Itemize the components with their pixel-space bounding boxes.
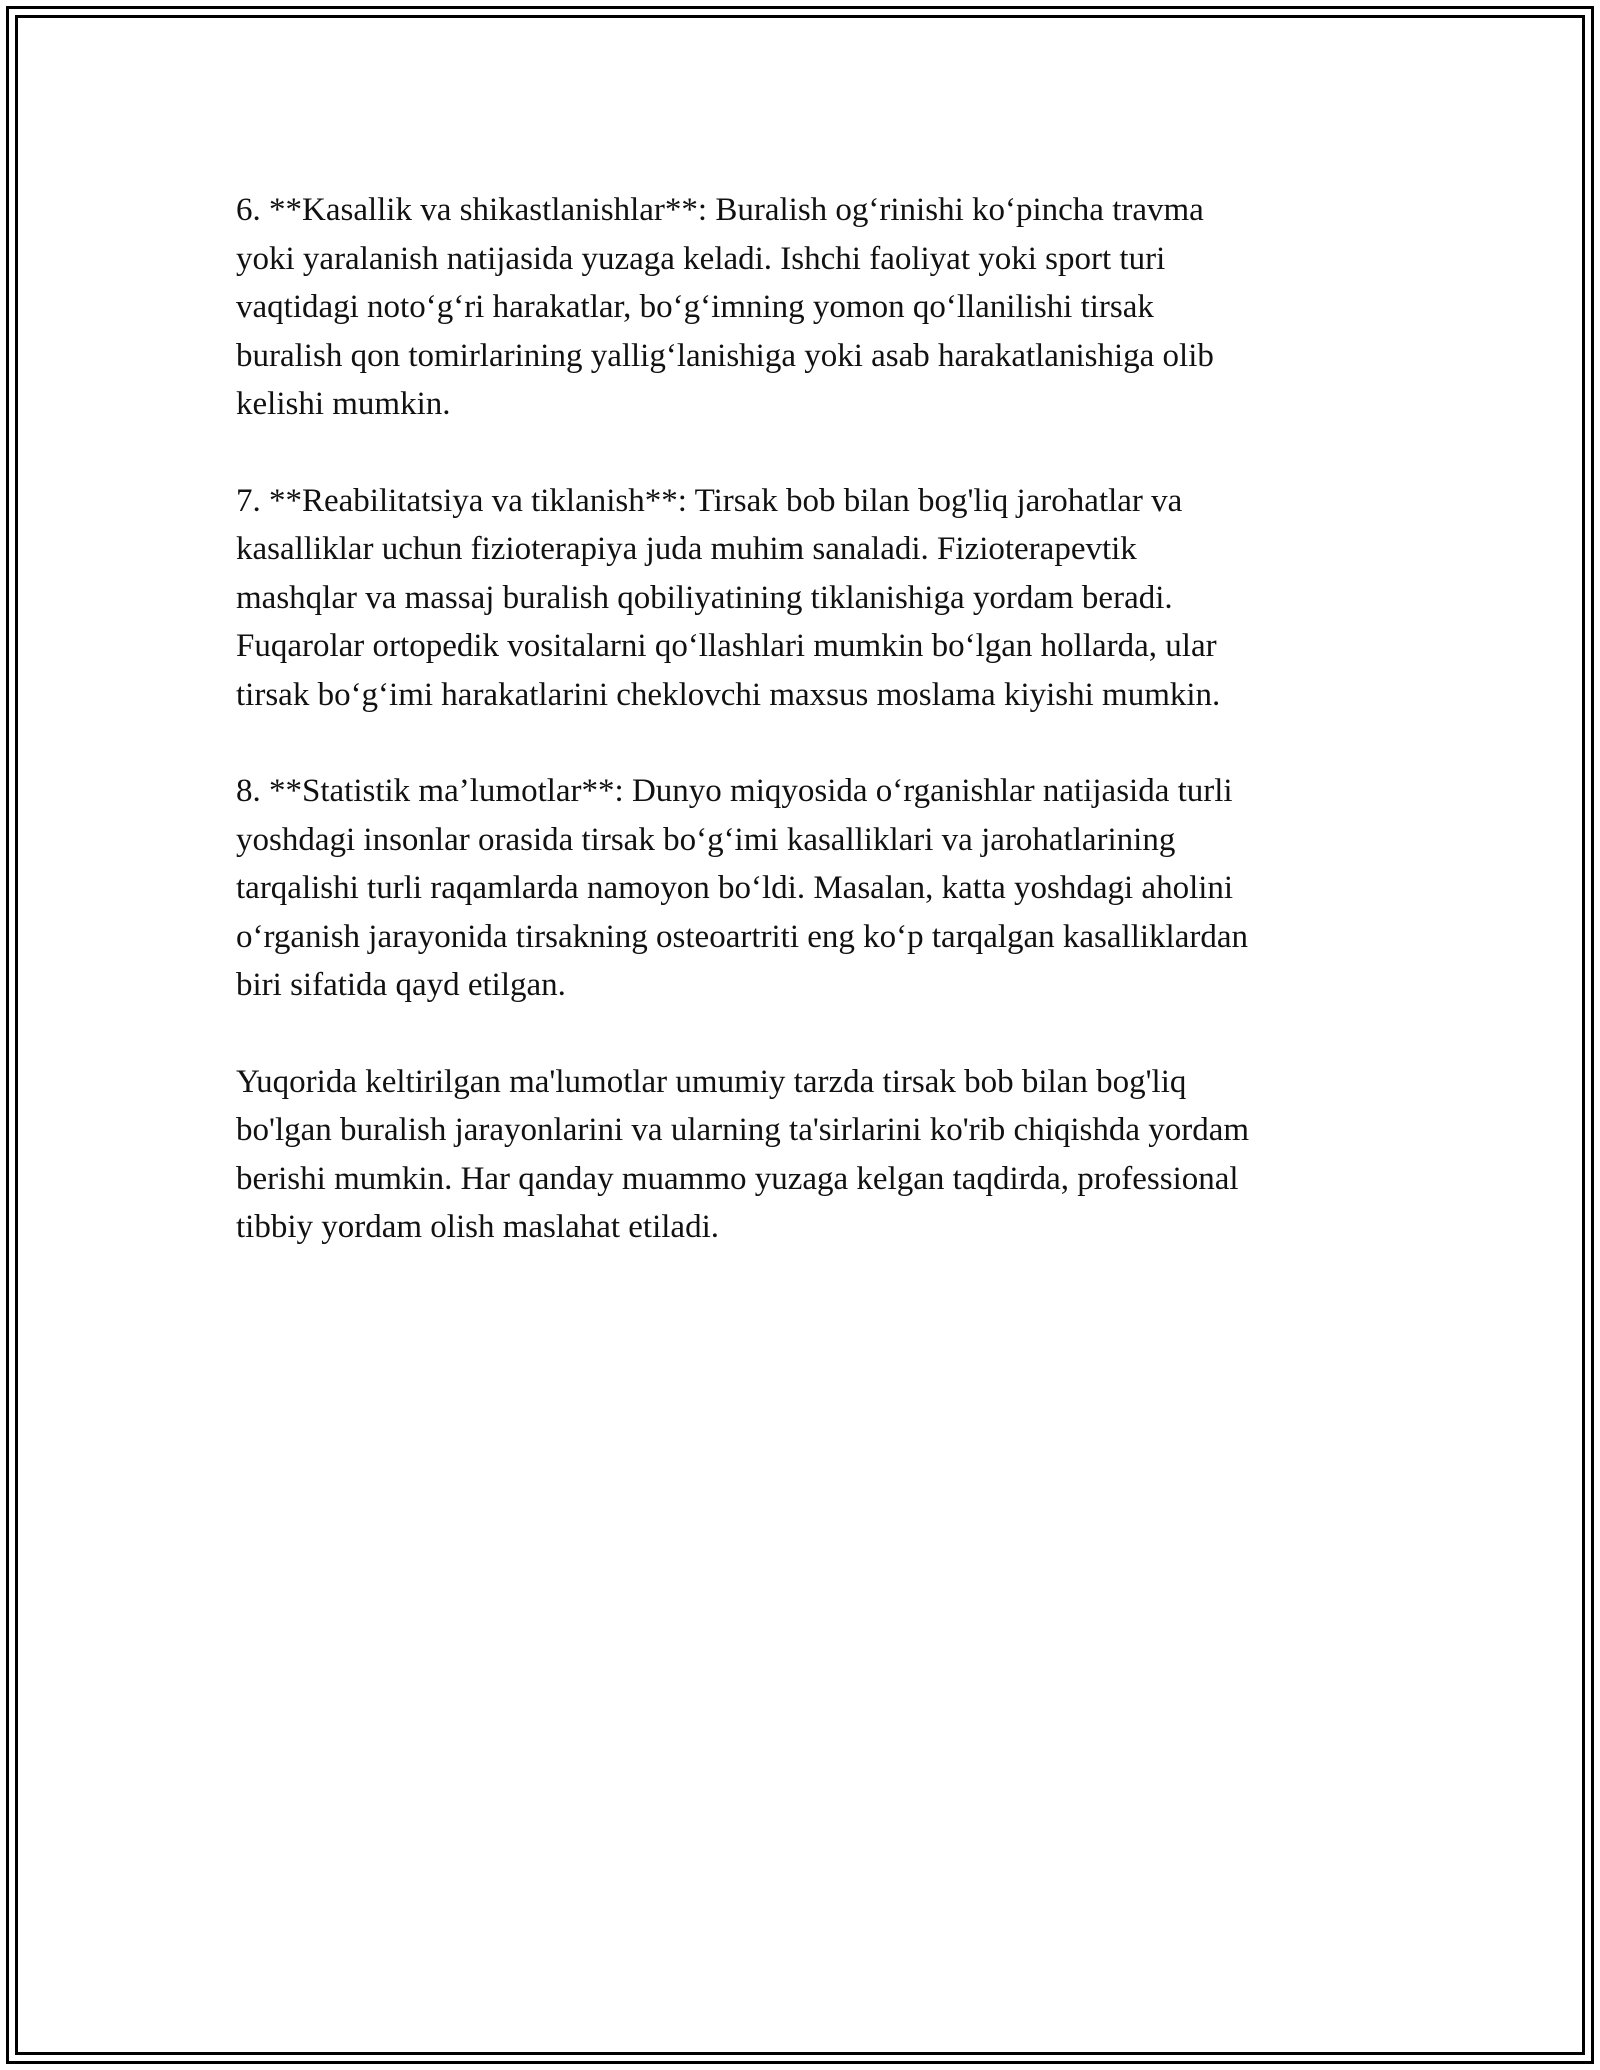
paragraph-item-7: 7. **Reabilitatsiya va tiklanish**: Tirsak bob bilan bog'liq jarohatlar va kasalliklar uchun fizioterapiya juda muhim sanaladi. Fizioterapevtik mashqlar va massaj buralish qobiliyatining tiklanishiga yordam beradi. Fuqarolar ortopedik vositalarni qo‘llashlari mumkin bo‘lgan hollarda, ular tirsak bo‘g‘imi harakatlarini cheklovchi maxsus moslama kiyishi mumkin.	[236, 482, 1221, 713]
paragraph-item-8: 8. **Statistik ma’lumotlar**: Dunyo miqyosida o‘rganishlar natijasida turli yoshdagi insonlar orasida tirsak bo‘g‘imi kasalliklari va jarohatlarining tarqalishi turli raqamlarda namoyon bo‘ldi. Masalan, katta yoshdagi aholini o‘rganish jarayonida tirsakning osteoartriti eng ko‘p tarqalgan kasalliklardan biri sifatida qayd etilgan.	[236, 773, 1248, 1003]
document-body	[236, 186, 1366, 1300]
paragraph-item-6: 6. **Kasallik va shikastlanishlar**: Buralish og‘rinishi ko‘pincha travma yoki yaralanish natijasida yuzaga keladi. Ishchi faoliyat yoki sport turi vaqtidagi noto‘g‘ri harakatlar, bo‘g‘imning yomon qo‘llanilishi tirsak buralish qon tomirlarining yallig‘lanishiga yoki asab harakatlanishiga olib kelishi mumkin.	[236, 192, 1214, 422]
paragraph-conclusion: Yuqorida keltirilgan ma'lumotlar umumiy tarzda tirsak bob bilan bog'liq bo'lgan buralish jarayonlarini va ularning ta'sirlarini ko'rib chiqishda yordam berishi mumkin. Har qanday muammo yuzaga kelgan taqdirda, professional tibbiy yordam olish maslahat etiladi.	[236, 1063, 1250, 1245]
